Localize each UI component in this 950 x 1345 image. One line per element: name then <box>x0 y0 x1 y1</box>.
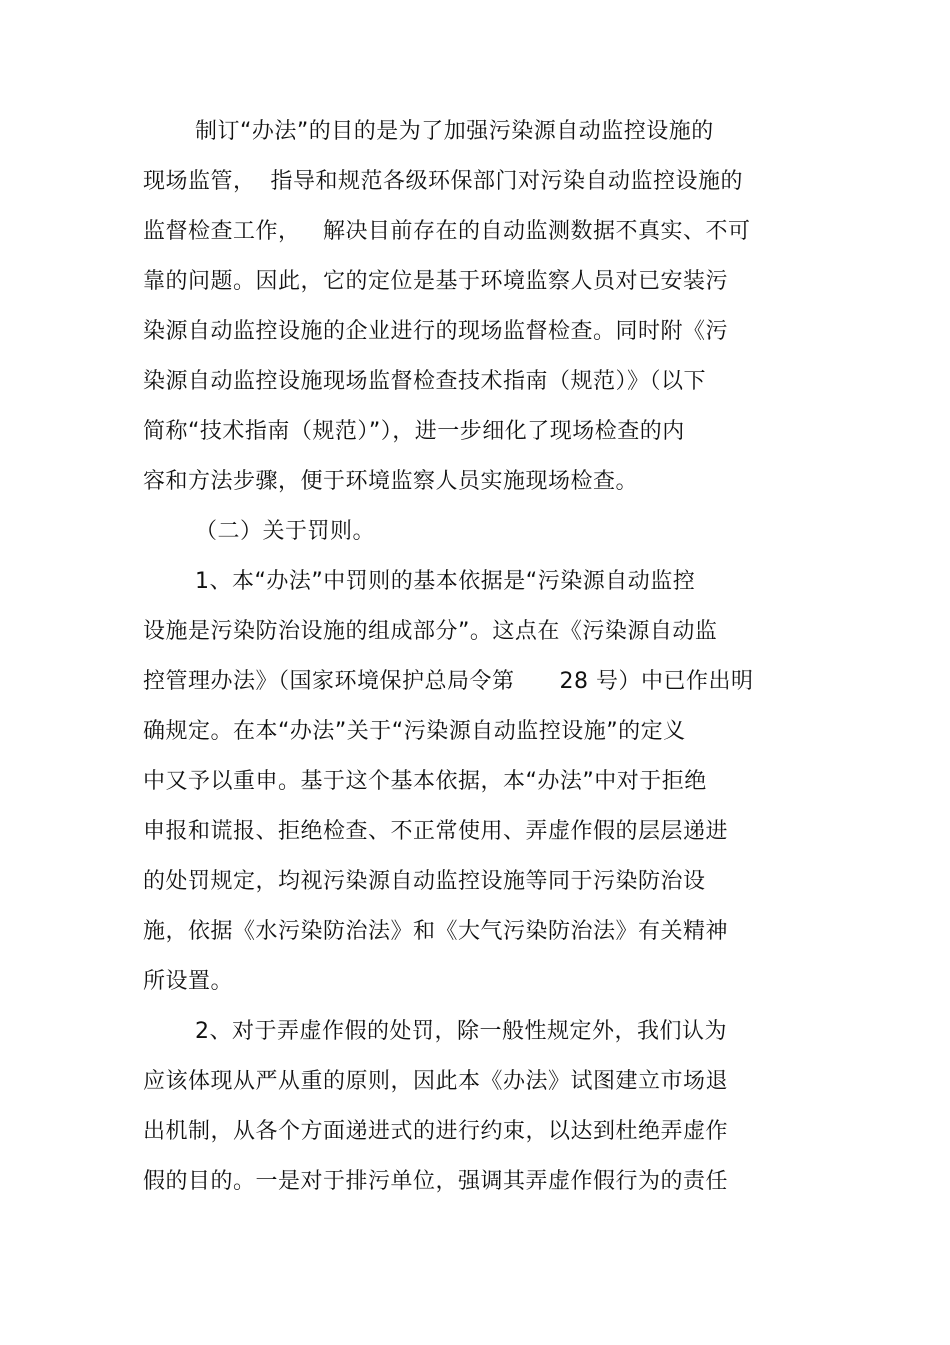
text-line: 制订“办法”的目的是为了加强污染源自动监控设施的 <box>195 119 714 144</box>
text-line: 假的目的。一是对于排污单位，强调其弄虚作假行为的责任 <box>143 1169 729 1194</box>
text-line: 靠的问题。因此，它的定位是基于环境监察人员对已安装污 <box>143 269 729 294</box>
section-heading: （二）关于罚则。 <box>195 519 376 544</box>
text-line: 出机制，从各个方面递进式的进行约束，以达到杜绝弄虚作 <box>143 1119 729 1144</box>
text-line: 染源自动监控设施的企业进行的现场监督检查。同时附《污 <box>143 319 729 344</box>
text-line: 申报和谎报、拒绝检查、不正常使用、弄虚作假的层层递进 <box>143 819 729 844</box>
text-line: 所设置。 <box>143 969 234 994</box>
text-line: 控管理办法》（国家环境保护总局令第 28 号）中已作出明 <box>143 669 754 694</box>
text-line: 监督检查工作， 解决目前存在的自动监测数据不真实、不可 <box>143 219 751 244</box>
text-line: 的处罚规定，均视污染源自动监控设施等同于污染防治设 <box>143 869 706 894</box>
text-line: 设施是污染防治设施的组成部分”。这点在《污染源自动监 <box>143 619 718 644</box>
text-line: 确规定。在本“办法”关于“污染源自动监控设施”的定义 <box>143 719 686 744</box>
text-line: 中又予以重申。基于这个基本依据，本“办法”中对于拒绝 <box>143 769 707 794</box>
text-line: 简称“技术指南（规范）”），进一步细化了现场检查的内 <box>143 419 685 444</box>
text-line: 现场监管， 指导和规范各级环保部门对污染自动监控设施的 <box>143 169 743 194</box>
text-line: 容和方法步骤，便于环境监察人员实施现场检查。 <box>143 469 639 494</box>
text-line: 2、对于弄虚作假的处罚，除一般性规定外，我们认为 <box>195 1019 727 1044</box>
text-line: 施，依据《水污染防治法》和《大气污染防治法》有关精神 <box>143 919 729 944</box>
text-line: 1、本“办法”中罚则的基本依据是“污染源自动监控 <box>195 569 696 594</box>
text-line: 应该体现从严从重的原则，因此本《办法》试图建立市场退 <box>143 1069 729 1094</box>
text-line: 染源自动监控设施现场监督检查技术指南（规范）》（以下 <box>143 369 707 394</box>
